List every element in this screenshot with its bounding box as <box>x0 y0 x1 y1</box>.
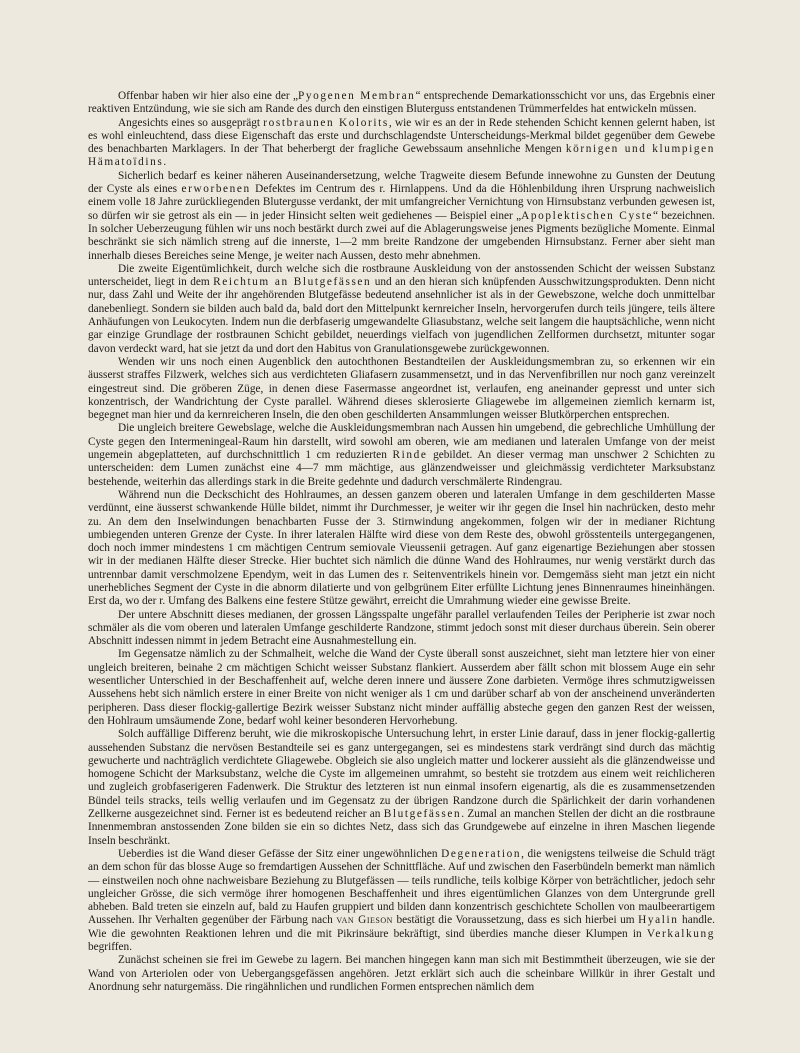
text-run: Angesichts eines so ausgeprägt <box>118 116 264 129</box>
emphasized-text: Hyalin <box>638 914 679 927</box>
paragraph <box>88 489 715 609</box>
text-run: Ueberdies ist die Wand dieser Gefässe der Sitz einer ungewöhnlichen <box>118 847 442 860</box>
text-run: , wie wir es an der in Rede stehenden Schicht kennen gelernt haben, ist es wohl einleuchtend, dass diese Eigenschaft das erste und durchschlagendste Unterscheidungs-Merkmal bildet gegenüber dem Gewebe des benachbarten Marklagers. In der That beherbergt der fragliche Gewebssaum ansehnliche Mengen <box>88 116 716 156</box>
text-run: Defektes im Centrum des r. Hirnlappens. Und da die Höhlenbildung ihren Ursprung nachweislich einem volle 18 Jahre zurückliegenden Blutergusse verdankt, der mit umfangreicher Vernichtung von Hirnsubstanz verbunden gewesen ist, so dürfen wir sie getrost als ein — in jeder Hinsicht selten weit gediehenes — Beispiel einer „ <box>88 183 716 222</box>
paragraph <box>88 422 715 488</box>
text-run: Im Gegensatze nämlich zu der Schmalheit, welche die Wand der Cyste überall sonst auszeichnet, sieht man letztere hier von einer ungleich breiteren, beinahe 2 cm mächtigen Schicht weisser Substanz flankiert. Ausserdem aber fällt schon mit blossem Auge ein sehr wesentlicher Unterschied in der Beschaffenheit auf, welche deren innere und äussere Zone darbieten. Vermöge ihres schmutzigweissen Aussehens hebt sich nämlich erstere in einer Breite von nicht weniger als 1 cm und darüber scharf ab von der anscheinend unveränderten peripheren. Dass dieser flockig-gallertige Bezirk weisser Substanz nicht minder auffällig absteche gegen den ganzen Rest der weissen, den Hohlraum umsäumende Zone, bedarf wohl keiner besonderen Hervorhebung. <box>88 648 715 727</box>
body-text <box>88 90 715 994</box>
paragraph <box>88 170 715 263</box>
emphasized-text: Pyogenen Membran <box>298 90 416 102</box>
emphasized-text: Rinde <box>392 449 428 462</box>
text-run: begriffen. <box>88 941 133 953</box>
paragraph <box>88 648 715 728</box>
paragraph <box>88 609 715 649</box>
text-run: Offenbar haben wir hier also eine der „ <box>118 90 299 102</box>
text-run: . <box>163 156 167 169</box>
emphasized-text: Reichtum an Blutgefässen <box>213 276 372 289</box>
text-run: Wenden wir uns noch einen Augenblick den autochthonen Bestandteilen der Auskleidungsmembran zu, so erkennen wir ein äusserst straffes Filzwerk, welches sich aus verdichteten Gliafasern zusammensetzt, und in das Nervenfibrillen nur noch ganz vereinzelt eingestreut sind. Die gröberen Züge, in denen diese Fasermasse angeordnet ist, verlaufen, eng aneinander gepresst und unter sich konzentrisch, der Wandrichtung der Cyste parallel. Während dieses sklerosierte Gliagewebe im allgemeinen ziemlich kernarm ist, begegnet man hier und da kernreicheren Inseln, die den oben geschilderten Ansammlungen weisser Blutkörperchen entsprechen. <box>88 355 715 422</box>
paragraph <box>88 90 715 117</box>
emphasized-text: erworbenen <box>181 183 251 196</box>
text-run: Der untere Abschnitt dieses medianen, der grossen Längsspalte ungefähr parallel verlaufenden Teiles der Peripherie ist zwar noch schmäler als die vom oberen und lateralen Umfange geschilderte Randzone, stimmt jedoch sonst mit dieser durchaus überein. Sein oberer Abschnitt indessen nimmt in jedem Betracht eine Ausnahmestellung ein. <box>88 608 715 648</box>
text-run: , die wenigstens teilweise die Schuld trägt an dem schon für das blosse Auge so fremdartigen Aussehen der Schnittfläche. Auf und zwischen den Faserbündeln bemerkt man nämlich — einstweilen noch ohne nachweisbare Beziehung zu Blutgefässen — teils rundliche, teils kolbige Körper von beträchtlicher, jedoch sehr ungleicher Grösse, die sich vermöge ihrer homogenen Beschaffenheit und ihres eigentümlichen Glanzes von dem Untergrunde grell abheben. Bald treten sie einzeln auf, bald zu Haufen gruppiert und bilden dann konzentrisch geschichtete Schollen von maulbeerartigem Aussehen. Ihr Verhalten gegenüber der Färbung nach <box>88 847 715 927</box>
text-run: Solch auffällige Differenz beruht, wie die mikroskopische Untersuchung lehrt, in erster Linie darauf, dass in jener flockig-gallertig aussehenden Substanz die nervösen Bestandteile sei es ganz untergegangen, sei es mindestens stark verdrängt sind durch das mächtig gewucherte und nachträglich verdichtete Gliagewebe. Obgleich sie also ungleich matter und lockerer aussieht als die glänzendweisse und homogene Schicht der Marksubstanz, welche die Cyste im allgemeinen umrahmt, so besteht sie trotzdem aus einem weit reichlicheren und zugleich grobfaserigeren Fadenwerk. Die Struktur des letzteren ist nun einmal insofern eigenartig, als die es zusammensetzenden Bündel teils stracks, teils wellig verlaufen und im Gegensatz zu der übrigen Randzone durch die Spärlichkeit der darin vorhandenen Zellkerne ausgezeichnet sind. Ferner ist es bedeutend reicher an <box>88 728 715 821</box>
emphasized-text: Apoplektischen Cyste <box>521 209 654 222</box>
paragraph <box>88 954 715 994</box>
emphasized-text: körnigen und klumpigen Hämatoïdins <box>88 143 715 169</box>
emphasized-text: Blutgefässen <box>383 808 462 821</box>
paragraph <box>88 728 715 848</box>
text-run: “ bezeichnen. In solcher Ueberzeugung fühlen wir uns noch bestärkt durch zwei auf die Ablagerungsweise jenes Pigments bezügliche Momente. Einmal beschränkt sie sich nämlich streng auf die innerste, 1—2 mm breite Randzone der umgebenden Hirnsubstanz. Ferner aber sieht man innerhalb dieses Bereiches seine Menge, je weiter nach Aussen, desto mehr abnehmen. <box>88 209 715 262</box>
paragraph <box>88 263 715 356</box>
text-run: handle. Wie die gewohnten Reaktionen lehren und die mit Pikrinsäure bekräftigt, sind überdies manche dieser Klumpen in <box>88 914 715 940</box>
emphasized-text: van Gieson <box>336 914 393 927</box>
text-run: Sicherlich bedarf es keiner näheren Auseinandersetzung, welche Tragweite diesem Befunde innewohne zu Gunsten der Deutung der Cyste als eines <box>88 169 715 196</box>
text-run: bestätigt die Voraussetzung, dass es sich hierbei um <box>392 914 639 927</box>
text-run: Die ungleich breitere Gewebslage, welche die Auskleidungsmembran nach Aussen hin umgebend, die gebrechliche Umhüllung der Cyste gegen den Intermeningeal-Raum hin darstellt, wird sowohl am oberen, wie am medianen und lateralen Umfange von der meist ungemein abgeplatteten, auf durchschnittlich 1 cm reduzierten <box>88 422 715 462</box>
emphasized-text: Verkalkung <box>646 927 715 940</box>
text-run: Zunächst scheinen sie frei im Gewebe zu lagern. Bei manchen hingegen kann man sich mit Bestimmtheit überzeugen, wie sie der Wand von Arteriolen oder von Uebergangsgefässen angehören. Jetzt erklärt sich auch die scheinbare Willkür in ihrer Gestalt und Anordnung sehr naturgemäss. Die ringähnlichen und rundlichen Formen entsprechen nämlich dem <box>88 954 715 993</box>
text-run: . Zumal an manchen Stellen der dicht an die rostbraune Innenmembran anstossenden Zone bilden sie ein so dichtes Netz, dass sich das Grundgewebe auf einzelne in ihren Maschen liegende Inseln beschränkt. <box>88 808 716 847</box>
paragraph <box>88 117 715 170</box>
emphasized-text: Degeneration <box>441 847 522 860</box>
emphasized-text: rostbraunen Kolorits <box>263 116 389 129</box>
text-run: “ entsprechende Demarkationsschicht vor uns, das Ergebnis einer reaktiven Entzündung, wie sie sich am Rande des durch den einstigen Bluterguss entstandenen Trümmerfeldes hat entwickeln müssen. <box>88 90 715 116</box>
text-run: Die zweite Eigentümlichkeit, durch welche sich die rostbraune Auskleidung von der anstossenden Schicht der weissen Substanz unterscheidet, liegt in dem <box>88 262 715 289</box>
paragraph <box>88 356 715 422</box>
text-run: und an den hieran sich knüpfenden Ausschwitzungsprodukten. Denn nicht nur, dass Zahl und Weite der ihr angehörenden Blutgefässe bedeutend ansehnlicher ist als in der Gewebszone, welche doch unmittelbar danebenliegt. Sondern sie bilden auch bald da, bald dort den Mittelpunkt kernreicher Inseln, hervorgerufen durch teils jüngere, teils ältere Anhäufungen von Leukocyten. Indem nun die derbfaserig umgewandelte Gliasubstanz, welche seit langem die hauptsächliche, wenn nicht gar einzige Grundlage der rostbraunen Schicht gebildet, neuerdings vielfach von jugendlichen Zellformen durchsetzt, mitunter sogar davon verdeckt ward, hat sie jetzt da und dort den Habitus von Granulationsgewebe zurückgewonnen. <box>88 276 715 355</box>
text-run: Während nun die Deckschicht des Hohlraumes, an dessen ganzem oberen und lateralen Umfange in dem geschilderten Masse verdünnt, eine äusserst schwankende Hülle bildet, nimmt ihr Durchmesser, je weiter wir ihr gegen die Insel hin nachrücken, desto mehr zu. An dem den Inselwindungen benachbarten Fusse der 3. Stirnwindung angekommen, folgen wir der in medianer Richtung umbiegenden unteren Grenze der Cyste. In ihrer lateralen Hälfte wird diese von dem Reste des, obwohl grösstenteils untergegangenen, doch noch immer mindestens 1 cm mächtigen Centrum semiovale Vieussenii getragen. Auf ganz eigenartige Beziehungen aber stossen wir in der medianen Hälfte dieser Strecke. Hier buchtet sich nämlich die dünne Wand des Hohlraumes, nur wenig verstärkt durch das untrennbar damit verschmolzene Ependym, weit in das Lumen des r. Seitenventrikels hinein vor. Demgemäss sieht man jetzt ein nicht unerhebliches Segment der Cyste in die abnorm dilatierte und von gelbgrünem Eiter erfüllte Lichtung jenes Binnenraumes hineinhängen. Erst da, wo der r. Umfang des Balkens eine festere Stütze gewährt, erreicht die Umrahmung wieder eine gewisse Breite. <box>88 488 715 608</box>
text-run: gebildet. An dieser vermag man unschwer 2 Schichten zu unterscheiden: dem Lumen zunächst eine 4—7 mm mächtige, aus glänzendweisser und gleichmässig verdichteter Marksubstanz bestehende, weiterhin das allerdings stark in die Breite gedehnte und dadurch verschmälerte Rindengrau. <box>88 449 715 488</box>
paragraph <box>88 848 715 954</box>
